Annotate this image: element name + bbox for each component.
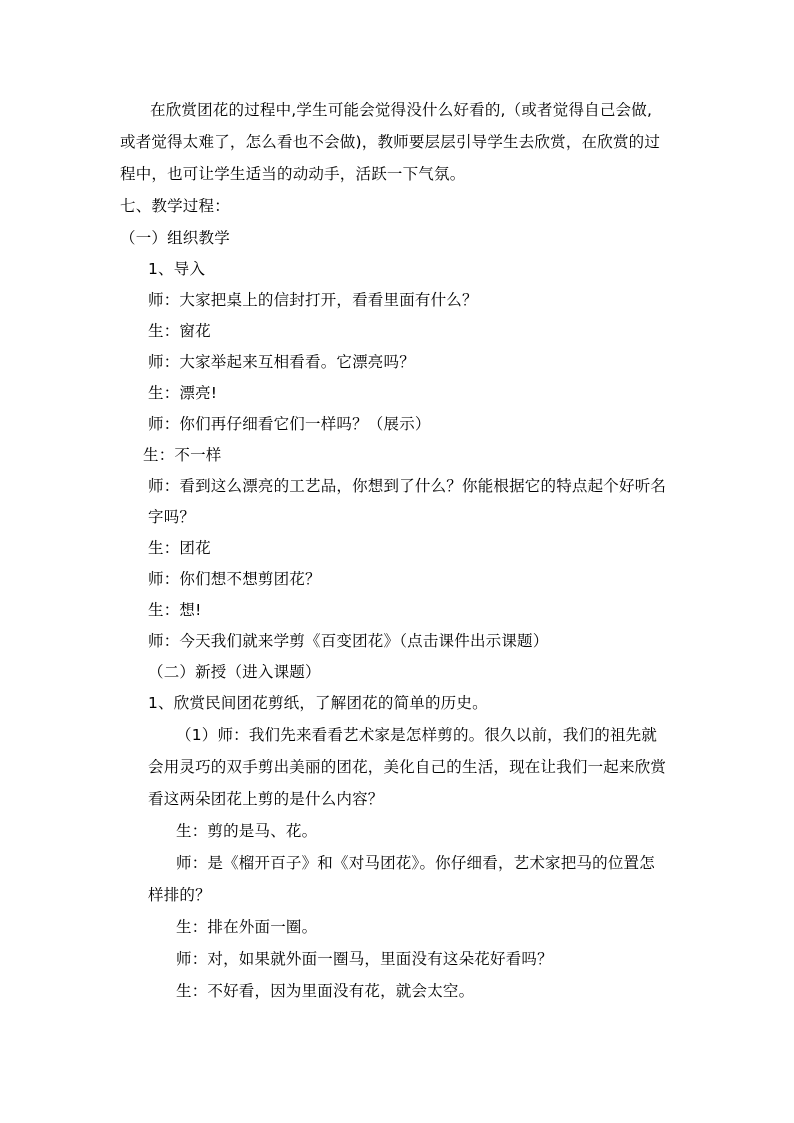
- dialogue-line: 看这两朵团花上剪的是什么内容？: [148, 790, 384, 808]
- dialogue-line: 生：剪的是马、花。: [176, 822, 318, 840]
- dialogue-line: 生：排在外面一圈。: [176, 918, 318, 936]
- paragraph-line: 在欣赏团花的过程中,学生可能会觉得没什么好看的,（或者觉得自己会做,: [150, 101, 653, 119]
- item-heading: 1、导入: [148, 260, 206, 278]
- dialogue-line: 师：今天我们就来学剪《百变团花》（点击课件出示课题）: [148, 632, 549, 650]
- dialogue-line: 师：你们想不想剪团花？: [148, 570, 321, 588]
- dialogue-line: 师：对，如果就外面一圈马，里面没有这朵花好看吗？: [176, 950, 553, 968]
- item-heading: 1、欣赏民间团花剪纸，了解团花的简单的历史。: [148, 694, 488, 712]
- dialogue-line: 师：看到这么漂亮的工艺品，你想到了什么？你能根据它的特点起个好听名: [148, 477, 667, 495]
- dialogue-line: 生：团花: [148, 539, 211, 557]
- dialogue-line: 会用灵巧的双手剪出美丽的团花，美化自己的生活，现在让我们一起来欣赏: [148, 758, 667, 776]
- paragraph-line: 程中，也可让学生适当的动动手，活跃一下气氛。: [120, 165, 466, 183]
- dialogue-line: 生：不好看，因为里面没有花，就会太空。: [176, 982, 475, 1000]
- dialogue-line: 生：漂亮!: [148, 384, 218, 402]
- dialogue-line: 师：大家举起来互相看看。它漂亮吗？: [148, 353, 415, 371]
- dialogue-line: 师：是《榴开百子》和《对马团花》。你仔细看，艺术家把马的位置怎: [176, 854, 655, 872]
- paragraph-line: 或者觉得太难了，怎么看也不会做)，教师要层层引导学生去欣赏，在欣赏的过: [120, 133, 661, 151]
- dialogue-line: 样排的？: [148, 886, 211, 904]
- dialogue-line: 生：窗花: [148, 322, 211, 340]
- dialogue-line: 师：大家把桌上的信封打开，看看里面有什么？: [148, 291, 478, 309]
- subsection-heading: （二）新授（进入课题）: [148, 663, 321, 681]
- dialogue-line: 字吗？: [148, 508, 196, 526]
- dialogue-line: 生：不一样: [143, 446, 222, 464]
- dialogue-line: 生：想!: [148, 601, 202, 619]
- dialogue-line: 师：你们再仔细看它们一样吗？（展示）: [148, 415, 431, 433]
- section-heading: 七、教学过程：: [120, 197, 230, 215]
- subsection-heading: （一）组织教学: [120, 229, 230, 247]
- dialogue-line: （1）师：我们先来看看艺术家是怎样剪的。很久以前，我们的祖先就: [176, 726, 658, 744]
